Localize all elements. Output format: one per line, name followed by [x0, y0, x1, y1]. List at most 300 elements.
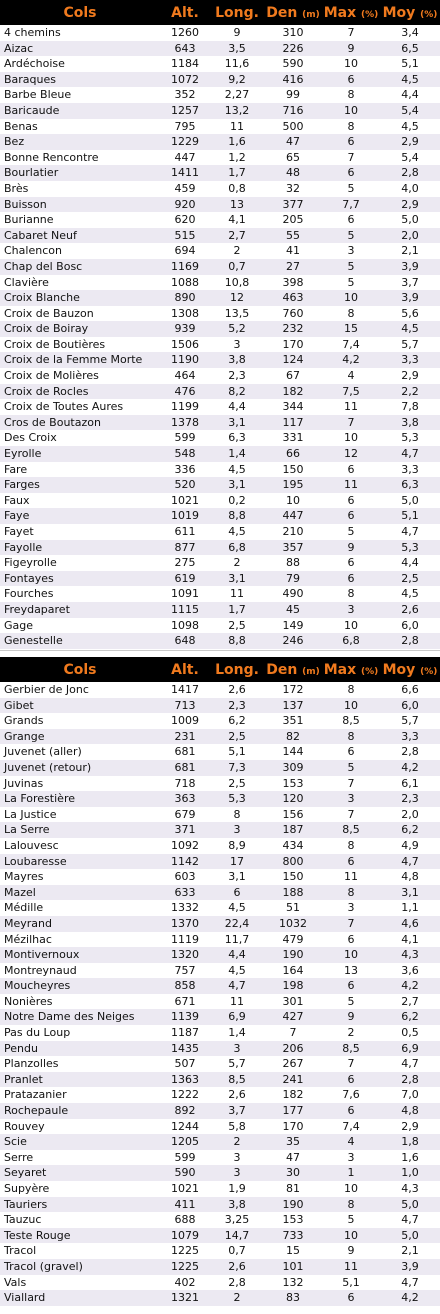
cell-max-gradient: 10 — [322, 290, 380, 306]
cell-max-gradient: 6 — [322, 134, 380, 150]
cell-col-name: Loubaresse — [0, 854, 160, 870]
cell-altitude: 1320 — [160, 947, 210, 963]
cell-avg-gradient: 1,6 — [380, 1150, 440, 1166]
cell-avg-gradient: 6,3 — [380, 477, 440, 493]
cell-avg-gradient: 5,3 — [380, 430, 440, 446]
cell-avg-gradient: 1,1 — [380, 900, 440, 916]
cell-length: 6,9 — [210, 1009, 264, 1025]
cell-avg-gradient: 4,7 — [380, 1056, 440, 1072]
table-row — [0, 1275, 440, 1291]
cell-altitude: 1091 — [160, 586, 210, 602]
cell-elevation-gain: 137 — [264, 698, 322, 714]
cell-elevation-gain: 144 — [264, 744, 322, 760]
cell-altitude: 1229 — [160, 134, 210, 150]
cell-col-name: Eyrolle — [0, 446, 160, 462]
header-max — [322, 0, 380, 25]
cell-length: 3 — [210, 822, 264, 838]
cell-elevation-gain: 590 — [264, 56, 322, 72]
cell-max-gradient: 6 — [322, 212, 380, 228]
cell-max-gradient: 6 — [322, 555, 380, 571]
cell-max-gradient: 9 — [322, 41, 380, 57]
cell-elevation-gain: 41 — [264, 243, 322, 259]
table-header-row — [0, 0, 440, 25]
cell-elevation-gain: 195 — [264, 477, 322, 493]
cell-avg-gradient: 5,4 — [380, 103, 440, 119]
cell-altitude: 1222 — [160, 1087, 210, 1103]
cell-altitude: 1098 — [160, 618, 210, 634]
cell-altitude: 1139 — [160, 1009, 210, 1025]
cell-altitude: 1506 — [160, 337, 210, 353]
cell-length: 11,6 — [210, 56, 264, 72]
cell-altitude: 1092 — [160, 838, 210, 854]
cell-altitude: 1417 — [160, 682, 210, 698]
cell-length: 10,8 — [210, 275, 264, 291]
cell-altitude: 1190 — [160, 352, 210, 368]
cell-max-gradient: 6 — [322, 1290, 380, 1306]
table-row — [0, 1056, 440, 1072]
cell-elevation-gain: 164 — [264, 963, 322, 979]
cell-avg-gradient: 4,7 — [380, 854, 440, 870]
cell-avg-gradient: 5,3 — [380, 540, 440, 556]
cell-altitude: 1021 — [160, 493, 210, 509]
cell-altitude: 1363 — [160, 1072, 210, 1088]
cell-avg-gradient: 5,0 — [380, 493, 440, 509]
cell-avg-gradient: 4,2 — [380, 760, 440, 776]
cell-altitude: 520 — [160, 477, 210, 493]
table-row — [0, 1290, 440, 1306]
cell-avg-gradient: 2,9 — [380, 368, 440, 384]
cell-avg-gradient: 4,5 — [380, 586, 440, 602]
cell-col-name: Fare — [0, 462, 160, 478]
cell-col-name: Croix de Molières — [0, 368, 160, 384]
cell-length: 11 — [210, 994, 264, 1010]
cell-elevation-gain: 99 — [264, 87, 322, 103]
cell-altitude: 447 — [160, 150, 210, 166]
cell-avg-gradient: 5,0 — [380, 1197, 440, 1213]
cell-elevation-gain: 226 — [264, 41, 322, 57]
cell-length: 8,9 — [210, 838, 264, 854]
cell-altitude: 713 — [160, 698, 210, 714]
table-row — [0, 415, 440, 431]
cell-col-name: Genestelle — [0, 633, 160, 649]
cell-max-gradient: 5 — [322, 275, 380, 291]
cell-max-gradient: 10 — [322, 56, 380, 72]
table-row — [0, 1150, 440, 1166]
cell-length: 3 — [210, 337, 264, 353]
cell-length: 1,2 — [210, 150, 264, 166]
cell-altitude: 1378 — [160, 415, 210, 431]
cell-length: 3,1 — [210, 477, 264, 493]
cell-max-gradient: 6,8 — [322, 633, 380, 649]
cell-altitude: 1225 — [160, 1259, 210, 1275]
cell-max-gradient: 5 — [322, 994, 380, 1010]
cell-elevation-gain: 170 — [264, 1119, 322, 1135]
cell-elevation-gain: 124 — [264, 352, 322, 368]
cell-length: 4,7 — [210, 978, 264, 994]
cell-max-gradient: 6 — [322, 165, 380, 181]
cell-col-name: La Forestière — [0, 791, 160, 807]
cell-col-name: Aizac — [0, 41, 160, 57]
header-moy — [380, 0, 440, 25]
cell-length: 3,1 — [210, 869, 264, 885]
cell-col-name: Croix de Boiray — [0, 321, 160, 337]
table-row — [0, 56, 440, 72]
cell-max-gradient: 11 — [322, 399, 380, 415]
table-header-row — [0, 657, 440, 682]
cell-elevation-gain: 344 — [264, 399, 322, 415]
cell-avg-gradient: 4,8 — [380, 1103, 440, 1119]
cell-col-name: Pas du Loup — [0, 1025, 160, 1041]
cell-altitude: 890 — [160, 290, 210, 306]
cell-altitude: 1260 — [160, 25, 210, 41]
cell-col-name: Cros de Boutazon — [0, 415, 160, 431]
cell-altitude: 476 — [160, 384, 210, 400]
cell-avg-gradient: 2,3 — [380, 791, 440, 807]
header-max-unit: (%) — [361, 666, 379, 677]
cell-altitude: 1009 — [160, 713, 210, 729]
cell-avg-gradient: 6,5 — [380, 41, 440, 57]
cell-col-name: Pranlet — [0, 1072, 160, 1088]
cell-length: 2,6 — [210, 1259, 264, 1275]
table-row — [0, 822, 440, 838]
cell-elevation-gain: 232 — [264, 321, 322, 337]
cell-elevation-gain: 15 — [264, 1243, 322, 1259]
cell-elevation-gain: 716 — [264, 103, 322, 119]
cell-altitude: 633 — [160, 885, 210, 901]
table-row — [0, 994, 440, 1010]
header-moy-unit: (%) — [420, 9, 438, 20]
cell-max-gradient: 7 — [322, 776, 380, 792]
cell-max-gradient: 12 — [322, 446, 380, 462]
table-row — [0, 493, 440, 509]
cell-col-name: Fontayes — [0, 571, 160, 587]
cell-length: 11,7 — [210, 932, 264, 948]
cell-elevation-gain: 267 — [264, 1056, 322, 1072]
cell-length: 4,4 — [210, 947, 264, 963]
cell-max-gradient: 8 — [322, 1197, 380, 1213]
cell-avg-gradient: 4,6 — [380, 916, 440, 932]
cell-elevation-gain: 188 — [264, 885, 322, 901]
cell-elevation-gain: 120 — [264, 791, 322, 807]
cell-length: 4,4 — [210, 399, 264, 415]
cell-length: 5,3 — [210, 791, 264, 807]
table-row — [0, 869, 440, 885]
table-row — [0, 729, 440, 745]
table-body — [0, 25, 440, 649]
cell-col-name: Tauriers — [0, 1197, 160, 1213]
cell-elevation-gain: 27 — [264, 259, 322, 275]
cell-col-name: Rochepaule — [0, 1103, 160, 1119]
cell-altitude: 1332 — [160, 900, 210, 916]
cell-col-name: Tracol — [0, 1243, 160, 1259]
cell-avg-gradient: 4,7 — [380, 524, 440, 540]
cell-avg-gradient: 6,6 — [380, 682, 440, 698]
cell-avg-gradient: 4,3 — [380, 947, 440, 963]
table-row — [0, 1009, 440, 1025]
cell-elevation-gain: 132 — [264, 1275, 322, 1291]
cell-elevation-gain: 190 — [264, 1197, 322, 1213]
cell-altitude: 1169 — [160, 259, 210, 275]
cell-length: 13 — [210, 197, 264, 213]
table-row — [0, 25, 440, 41]
cell-altitude: 892 — [160, 1103, 210, 1119]
cell-max-gradient: 7,4 — [322, 1119, 380, 1135]
cell-max-gradient: 7 — [322, 415, 380, 431]
cell-max-gradient: 8,5 — [322, 713, 380, 729]
cell-elevation-gain: 156 — [264, 807, 322, 823]
cell-avg-gradient: 2,0 — [380, 807, 440, 823]
table-row — [0, 571, 440, 587]
cell-length: 5,7 — [210, 1056, 264, 1072]
cell-elevation-gain: 187 — [264, 822, 322, 838]
cell-max-gradient: 9 — [322, 1243, 380, 1259]
cell-avg-gradient: 6,2 — [380, 1009, 440, 1025]
cell-col-name: Chalencon — [0, 243, 160, 259]
cell-elevation-gain: 65 — [264, 150, 322, 166]
table-row — [0, 1041, 440, 1057]
table-row — [0, 1243, 440, 1259]
cell-elevation-gain: 760 — [264, 306, 322, 322]
table-row — [0, 306, 440, 322]
cell-elevation-gain: 35 — [264, 1134, 322, 1150]
cell-col-name: Grange — [0, 729, 160, 745]
cell-length: 13,5 — [210, 306, 264, 322]
cell-elevation-gain: 153 — [264, 776, 322, 792]
cell-col-name: Barbe Bleue — [0, 87, 160, 103]
cell-max-gradient: 2 — [322, 1025, 380, 1041]
table-row — [0, 1072, 440, 1088]
cell-max-gradient: 5 — [322, 524, 380, 540]
cell-max-gradient: 7 — [322, 1056, 380, 1072]
cell-max-gradient: 6 — [322, 1103, 380, 1119]
cell-avg-gradient: 5,1 — [380, 508, 440, 524]
cell-avg-gradient: 4,7 — [380, 1275, 440, 1291]
cell-length: 2 — [210, 1290, 264, 1306]
cell-col-name: Des Croix — [0, 430, 160, 446]
cell-col-name: Vals — [0, 1275, 160, 1291]
cell-col-name: Fourches — [0, 586, 160, 602]
cell-col-name: Bonne Rencontre — [0, 150, 160, 166]
cell-avg-gradient: 6,9 — [380, 1041, 440, 1057]
cell-max-gradient: 7 — [322, 916, 380, 932]
header-moy-label: Moy — [382, 4, 416, 21]
cell-avg-gradient: 2,0 — [380, 228, 440, 244]
cell-col-name: Croix de Toutes Aures — [0, 399, 160, 415]
table-body — [0, 682, 440, 1306]
cell-elevation-gain: 79 — [264, 571, 322, 587]
table-row — [0, 618, 440, 634]
cell-max-gradient: 8,5 — [322, 1041, 380, 1057]
header-alt: Alt. — [160, 657, 210, 682]
cell-length: 9 — [210, 25, 264, 41]
cell-avg-gradient: 2,8 — [380, 744, 440, 760]
cell-avg-gradient: 6,1 — [380, 776, 440, 792]
header-max-unit: (%) — [361, 9, 379, 20]
cell-avg-gradient: 6,0 — [380, 698, 440, 714]
cell-col-name: Brès — [0, 181, 160, 197]
cell-col-name: Montreynaud — [0, 963, 160, 979]
cell-altitude: 363 — [160, 791, 210, 807]
cell-max-gradient: 6 — [322, 744, 380, 760]
cell-col-name: Nonières — [0, 994, 160, 1010]
cell-length: 1,4 — [210, 1025, 264, 1041]
cell-elevation-gain: 800 — [264, 854, 322, 870]
cell-col-name: Baricaude — [0, 103, 160, 119]
header-alt: Alt. — [160, 0, 210, 25]
cell-max-gradient: 5 — [322, 228, 380, 244]
cell-avg-gradient: 3,9 — [380, 1259, 440, 1275]
cell-max-gradient: 5 — [322, 181, 380, 197]
cell-col-name: Planzolles — [0, 1056, 160, 1072]
cell-length: 2,5 — [210, 729, 264, 745]
cell-col-name: Fayolle — [0, 540, 160, 556]
cell-elevation-gain: 398 — [264, 275, 322, 291]
cell-avg-gradient: 4,2 — [380, 978, 440, 994]
cell-avg-gradient: 4,1 — [380, 932, 440, 948]
cell-elevation-gain: 153 — [264, 1212, 322, 1228]
cell-avg-gradient: 5,7 — [380, 713, 440, 729]
cell-col-name: Montivernoux — [0, 947, 160, 963]
cell-max-gradient: 6 — [322, 571, 380, 587]
cell-length: 6,3 — [210, 430, 264, 446]
cell-max-gradient: 6 — [322, 72, 380, 88]
cell-altitude: 1205 — [160, 1134, 210, 1150]
cell-altitude: 681 — [160, 760, 210, 776]
cell-avg-gradient: 5,6 — [380, 306, 440, 322]
cell-elevation-gain: 7 — [264, 1025, 322, 1041]
cell-altitude: 603 — [160, 869, 210, 885]
table-row — [0, 1212, 440, 1228]
cell-max-gradient: 10 — [322, 1228, 380, 1244]
cell-length: 0,7 — [210, 1243, 264, 1259]
table-row — [0, 275, 440, 291]
cell-col-name: Bez — [0, 134, 160, 150]
cell-avg-gradient: 4,5 — [380, 119, 440, 135]
cell-length: 14,7 — [210, 1228, 264, 1244]
cell-elevation-gain: 150 — [264, 869, 322, 885]
cell-elevation-gain: 331 — [264, 430, 322, 446]
cell-altitude: 402 — [160, 1275, 210, 1291]
cell-length: 2,7 — [210, 228, 264, 244]
cell-max-gradient: 7,6 — [322, 1087, 380, 1103]
cell-avg-gradient: 6,2 — [380, 822, 440, 838]
cell-altitude: 1184 — [160, 56, 210, 72]
header-max — [322, 657, 380, 682]
cell-elevation-gain: 55 — [264, 228, 322, 244]
cell-altitude: 858 — [160, 978, 210, 994]
cell-elevation-gain: 177 — [264, 1103, 322, 1119]
cell-length: 22,4 — [210, 916, 264, 932]
cell-altitude: 1411 — [160, 165, 210, 181]
cols-table-1 — [0, 0, 440, 649]
cell-col-name: Serre — [0, 1150, 160, 1166]
cell-elevation-gain: 182 — [264, 1087, 322, 1103]
header-cols: Cols — [0, 0, 160, 25]
cell-avg-gradient: 3,3 — [380, 729, 440, 745]
cell-length: 1,4 — [210, 446, 264, 462]
cell-elevation-gain: 490 — [264, 586, 322, 602]
cell-length: 2,5 — [210, 618, 264, 634]
cell-altitude: 1072 — [160, 72, 210, 88]
table-row — [0, 352, 440, 368]
cell-max-gradient: 3 — [322, 602, 380, 618]
table-row — [0, 103, 440, 119]
cell-altitude: 459 — [160, 181, 210, 197]
cell-length: 8,5 — [210, 1072, 264, 1088]
cell-elevation-gain: 117 — [264, 415, 322, 431]
cell-max-gradient: 3 — [322, 900, 380, 916]
table-row — [0, 72, 440, 88]
cell-avg-gradient: 4,2 — [380, 1290, 440, 1306]
cell-max-gradient: 8 — [322, 682, 380, 698]
cell-avg-gradient: 4,7 — [380, 446, 440, 462]
cell-col-name: Croix de la Femme Morte — [0, 352, 160, 368]
table-row — [0, 1197, 440, 1213]
cell-length: 3,1 — [210, 571, 264, 587]
cell-elevation-gain: 48 — [264, 165, 322, 181]
table-row — [0, 508, 440, 524]
cell-altitude: 920 — [160, 197, 210, 213]
cell-max-gradient: 6 — [322, 462, 380, 478]
table-row — [0, 744, 440, 760]
cell-elevation-gain: 1032 — [264, 916, 322, 932]
cell-altitude: 648 — [160, 633, 210, 649]
cell-max-gradient: 8,5 — [322, 822, 380, 838]
cell-max-gradient: 4 — [322, 1134, 380, 1150]
cell-avg-gradient: 2,8 — [380, 1072, 440, 1088]
cell-length: 4,1 — [210, 212, 264, 228]
cell-length: 3 — [210, 1150, 264, 1166]
table-row — [0, 321, 440, 337]
cell-elevation-gain: 47 — [264, 1150, 322, 1166]
cell-altitude: 1019 — [160, 508, 210, 524]
cell-col-name: Benas — [0, 119, 160, 135]
cell-col-name: Viallard — [0, 1290, 160, 1306]
cell-length: 3 — [210, 1165, 264, 1181]
cell-length: 6,8 — [210, 540, 264, 556]
cell-avg-gradient: 4,0 — [380, 181, 440, 197]
cell-avg-gradient: 4,4 — [380, 555, 440, 571]
cell-avg-gradient: 5,0 — [380, 212, 440, 228]
header-den-label: Den — [266, 661, 298, 678]
header-moy-unit: (%) — [420, 666, 438, 677]
cell-col-name: Croix de Bauzon — [0, 306, 160, 322]
cell-elevation-gain: 101 — [264, 1259, 322, 1275]
cell-elevation-gain: 310 — [264, 25, 322, 41]
cell-elevation-gain: 172 — [264, 682, 322, 698]
cell-avg-gradient: 3,4 — [380, 25, 440, 41]
cell-length: 1,6 — [210, 134, 264, 150]
cell-avg-gradient: 2,8 — [380, 633, 440, 649]
cell-length: 4,5 — [210, 524, 264, 540]
cell-altitude: 694 — [160, 243, 210, 259]
cell-altitude: 275 — [160, 555, 210, 571]
cell-altitude: 1435 — [160, 1041, 210, 1057]
header-cols: Cols — [0, 657, 160, 682]
cell-col-name: Croix de Rocles — [0, 384, 160, 400]
header-max-label: Max — [323, 4, 357, 21]
cell-avg-gradient: 2,6 — [380, 602, 440, 618]
cell-col-name: Seyaret — [0, 1165, 160, 1181]
cell-length: 8,8 — [210, 508, 264, 524]
cell-avg-gradient: 2,7 — [380, 994, 440, 1010]
cell-col-name: Rouvey — [0, 1119, 160, 1135]
table-row — [0, 41, 440, 57]
cell-altitude: 688 — [160, 1212, 210, 1228]
table-row — [0, 602, 440, 618]
cell-col-name: 4 chemins — [0, 25, 160, 41]
cell-altitude: 611 — [160, 524, 210, 540]
